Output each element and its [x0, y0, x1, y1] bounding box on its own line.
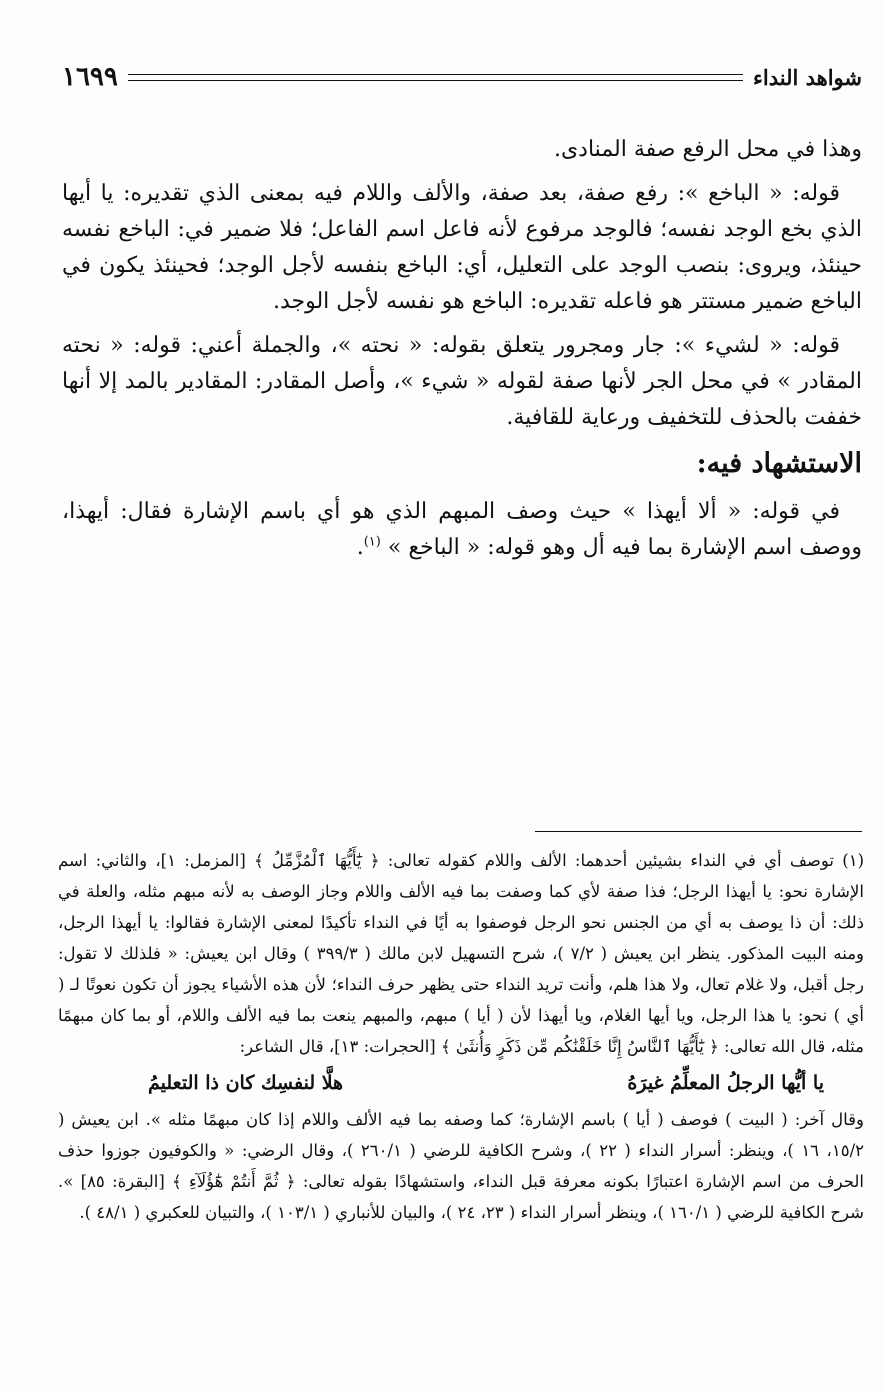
paragraph: قوله: « لشيء »: جار ومجرور يتعلق بقوله: « نحته »، والجملة أعني: قوله: « نحته المقادر » في محل الجر لأنها صفة لقوله « شيء »، وأصل المقادر: المقادير بالمد إلا أنها خففت بالحذف للتخفيف ورعاية للقافية.	[62, 333, 862, 430]
paragraph: وهذا في محل الرفع صفة المنادى.	[553, 137, 862, 162]
footnote-text: وقال آخر: ( البيت ) فوصف ( أيا ) باسم الإشارة؛ كما وصفه بما فيه الألف واللام إذا كان مبهمًا مثله ». ابن يعيش ( ١٥/٢، ١٦ )، وينظر: أسرار النداء ( ٢٢ )، وشرح الكافية للرضي ( ٢٦٠/١ )، وقال الرضي: « والكوفيون جوزوا حذف الحرف من اسم الإشارة اعتبارًا بكونه معرفة قبل النداء، واستشهادًا بقوله تعالى: ﴿ ثُمَّ أَنتُمْ هَٰٓؤُلَآءِ ﴾ [البقرة: ٨٥] ». شرح الكافية للرضي ( ١٦٠/١ )، وينظر أسرار النداء ( ٢٣، ٢٤ )، والبيان للأنباري ( ١٠٣/١ )، والتبيان للعكبري ( ٤٨/١ ).	[58, 1110, 864, 1222]
paragraph-end: .	[356, 535, 364, 560]
main-text	[62, 132, 862, 574]
page-header	[62, 62, 862, 92]
page-number: ١٦٩٩	[62, 62, 118, 92]
footnote-text: (١) توصف أي في النداء بشيئين أحدهما: الألف واللام كقوله تعالى: ﴿ يَٰٓأَيُّهَا ٱلْمُزَّمِّلُ ﴾ [المزمل: ١]، والثاني: اسم الإشارة نحو: يا أيهذا الرجل؛ فذا صفة لأي كما وصفت بما فيه الألف واللام وجاز الوصف به لأنه مبهم مثله، والعلة في ذلك: أن ذا يوصف به أي من الجنس نحو الرجل فوصفوا به أيًا في النداء تأكيدًا لمعنى الإشارة فقالوا: يا أيهذا الرجل، ومنه البيت المذكور. ينظر ابن يعيش ( ٧/٢ )، شرح التسهيل لابن مالك ( ٣٩٩/٣ ) وقال ابن يعيش: « فلذلك لا تقول: رجل أقبل، ولا غلام تعال، ولا هذا هلم، وأنت تريد النداء حتى يظهر حرف النداء؛ لأن هذه الأشياء يجوز أن تكون نعوتًا لـ ( أي ) نحو: يا هذا الرجل، ويا أيها الغلام، ويا أيهذا لأن ( أيا ) مبهم، والمبهم ينعت بما فيه الألف واللام، أو بما كان مبهمًا مثله، قال الله تعالى: ﴿ يَٰٓأَيُّهَا ٱلنَّاسُ إِنَّا خَلَقْنَٰكُم مِّن ذَكَرٍ وَأُنثَىٰ ﴾ [الحجرات: ١٣]، قال الشاعر:	[58, 851, 865, 1056]
header-double-rule	[128, 74, 743, 81]
paragraph-text: في قوله: « ألا أيهذا » حيث وصف المبهم الذي هو أي باسم الإشارة فقال: أيهذا، ووصف اسم الإشارة بما فيه أل وهو قوله: « الباخع »	[62, 499, 862, 560]
verse-first-hemistich: يا أيُّها الرجلُ المعلِّمُ غيرَهُ	[627, 1072, 824, 1094]
footnote-reference: (١)	[363, 534, 381, 550]
poetry-verse	[58, 1062, 864, 1104]
verse-second-hemistich: هلَّا لنفسِك كان ذا التعليمُ	[148, 1072, 344, 1094]
running-title: شواهد النداء	[753, 64, 862, 90]
paragraph	[62, 494, 862, 566]
footnotes	[58, 845, 864, 1228]
paragraph: قوله: « الباخع »: رفع صفة، بعد صفة، والألف واللام فيه بمعنى الذي تقديره: يا أيها الذي بخع الوجد نفسه؛ فالوجد مرفوع لأنه فاعل اسم الفاعل؛ فلا ضمير في: الباخع نفسه حينئذ، ويروى: بنصب الوجد على التعليل، أي: الباخع بنفسه لأجل الوجد؛ فحينئذ يكون في الباخع ضمير مستتر هو فاعله تقديره: الباخع هو نفسه لأجل الوجد.	[62, 181, 862, 314]
footnote-separator	[535, 831, 862, 832]
section-heading: الاستشهاد فيه:	[696, 448, 862, 479]
